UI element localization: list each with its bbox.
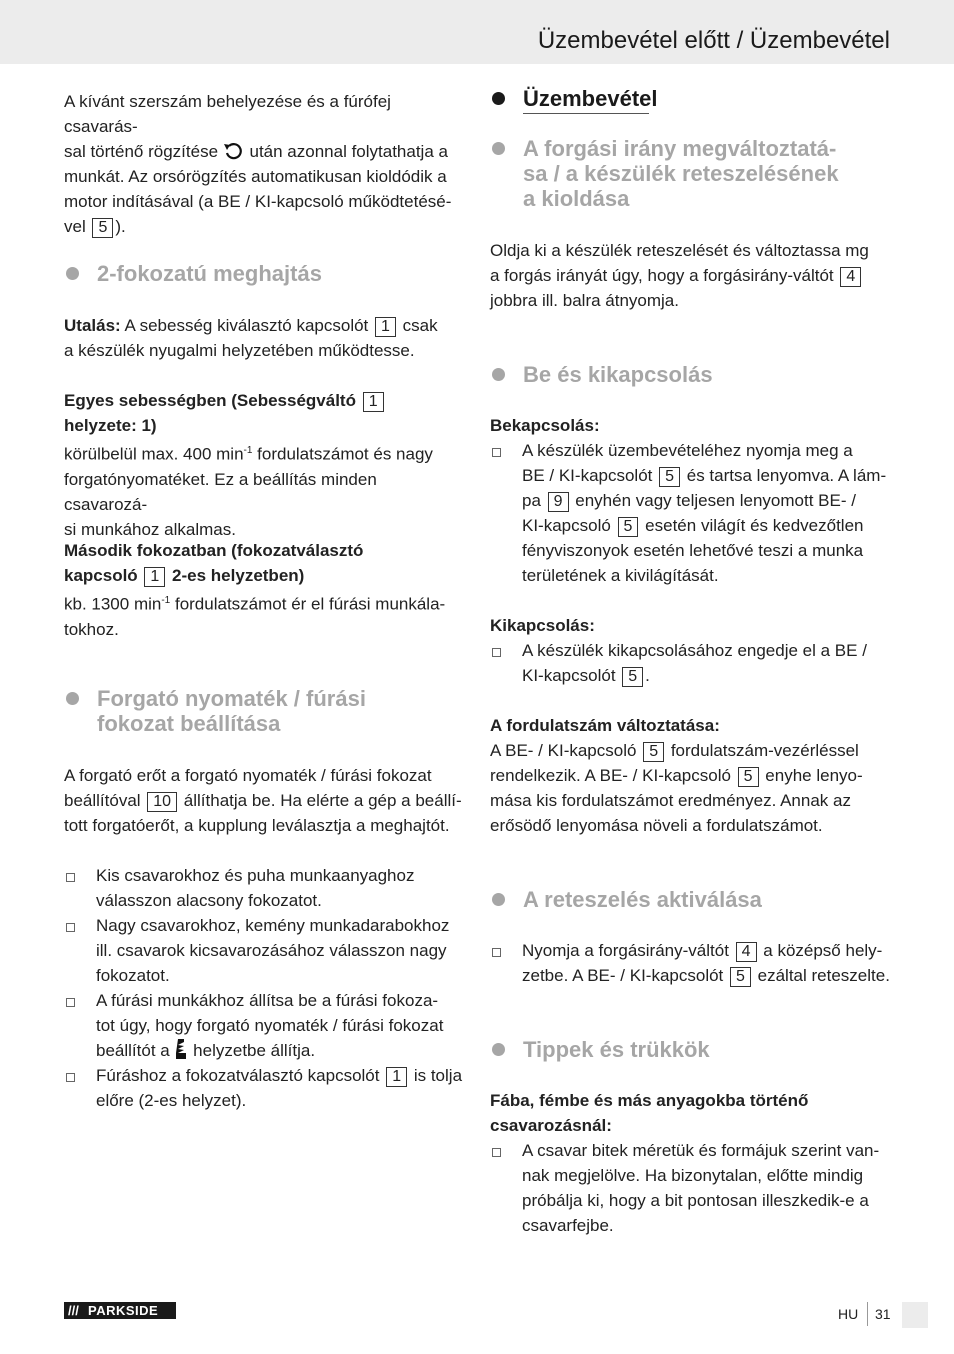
on-section xyxy=(490,413,890,588)
logo-stripes: /// xyxy=(68,1303,79,1318)
text: fordulatszámot ér el fúrási munkála- xyxy=(170,594,446,614)
text: nak megjelölve. Ha bizonytalan, előtte mindig xyxy=(522,1166,864,1185)
intro-paragraph xyxy=(64,89,464,239)
list-item xyxy=(64,863,464,913)
heading-drive: 2-fokozatú meghajtás xyxy=(64,261,464,286)
part-number: 1 xyxy=(375,317,396,337)
subheading: helyzete: 1) xyxy=(64,416,157,435)
text: Fúráshoz a fokozatválasztó kapcsolót xyxy=(96,1066,385,1085)
heading-lock: A reteszelés aktiválása xyxy=(490,887,890,912)
subheading: Kikapcsolás: xyxy=(490,616,595,635)
superscript: -1 xyxy=(161,595,171,606)
text: próbálja ki, hogy a bit pontosan illeszkedik-e a xyxy=(522,1191,869,1210)
part-number: 4 xyxy=(840,267,861,287)
text: fordulatszámot és nagy xyxy=(252,444,433,464)
text: fényviszonyok esetén lehetővé teszi a munka xyxy=(522,541,864,560)
part-number: 5 xyxy=(92,218,113,238)
speed1-section xyxy=(64,388,464,542)
page-title: Üzembevétel előtt / Üzembevétel xyxy=(537,27,890,54)
footer-tab xyxy=(902,1302,928,1328)
text-line: jobbra ill. balra átnyomja. xyxy=(490,291,679,310)
part-number: 1 xyxy=(144,567,165,587)
heading-torque xyxy=(64,686,464,736)
list-item xyxy=(490,638,890,688)
text: kapcsoló xyxy=(64,566,143,585)
text-line xyxy=(64,313,464,338)
section-heading xyxy=(64,686,464,736)
text-line xyxy=(64,788,464,813)
text: A fúrási munkákhoz állítsa be a fúrási fokoza- xyxy=(96,991,439,1010)
text-line: tott forgatóerőt, a kupplung leválasztja a meghajtót. xyxy=(64,816,450,835)
text-line xyxy=(64,139,464,164)
text: A készülék üzembevételéhez nyomja meg a xyxy=(522,441,853,460)
tips-section xyxy=(490,1088,890,1238)
text: Nyomja a forgásirány-váltót xyxy=(522,941,734,960)
text: rendelkezik. A BE- / KI-kapcsoló xyxy=(490,766,736,785)
list-item xyxy=(490,1138,890,1238)
text: BE / KI-kapcsolót xyxy=(522,466,658,485)
part-number: 9 xyxy=(548,492,569,512)
part-number: 5 xyxy=(659,467,680,487)
text-line xyxy=(64,214,464,239)
text-line xyxy=(490,738,890,763)
text-line: forgatónyomatéket. Ez a beállítás minden csavarozá- xyxy=(64,469,377,514)
main-heading-block xyxy=(490,86,890,111)
text-line: Oldja ki a készülék reteszelését és változtassa mg xyxy=(490,241,869,260)
text: csak xyxy=(397,316,438,335)
subheading: A fordulatszám változtatása: xyxy=(490,716,720,735)
text-line: A kívánt szerszám behelyezése és a fúrófej csavarás- xyxy=(64,92,391,136)
text: állíthatja be. Ha elérte a gép a beállí- xyxy=(179,791,462,810)
text: Nagy csavarokhoz, kemény munkadarabokhoz xyxy=(96,916,450,935)
torque-paragraph xyxy=(64,763,464,838)
text: a középső hely- xyxy=(758,941,883,960)
subheading: Fába, fémbe és más anyagokba történő xyxy=(490,1091,809,1110)
text: előre (2-es helyzet). xyxy=(96,1091,247,1110)
text-line xyxy=(490,763,890,788)
part-number: 1 xyxy=(363,392,384,412)
subheading xyxy=(64,388,464,413)
text-line xyxy=(64,438,464,467)
text-line xyxy=(64,588,464,617)
text: területének a kivilágítását. xyxy=(522,566,719,585)
section-heading xyxy=(490,136,890,211)
text: A BE- / KI-kapcsoló xyxy=(490,741,642,760)
page-header xyxy=(0,0,954,64)
text: A forgási irány megváltoztatá- xyxy=(523,136,837,161)
text: beállítót a xyxy=(96,1041,175,1060)
text: ezáltal reteszelte. xyxy=(752,966,890,985)
text: enyhén vagy teljesen lenyomott BE- / xyxy=(570,491,856,510)
list-item xyxy=(64,988,464,1063)
subheading: Második fokozatban (fokozatválasztó xyxy=(64,541,364,560)
text: csavarfejbe. xyxy=(522,1216,614,1235)
text: kb. 1300 min xyxy=(64,594,162,614)
text: is tolja xyxy=(409,1066,463,1085)
text-line: mása kis fordulatszámot eredményez. Annak az xyxy=(490,791,851,810)
text: tot úgy, hogy forgató nyomaték / fúrási fokozat xyxy=(96,1016,444,1035)
text: KI-kapcsoló xyxy=(522,516,616,535)
drill-bit-icon xyxy=(174,1039,188,1059)
language-code: HU xyxy=(838,1306,859,1322)
text: fokozatot. xyxy=(96,966,170,985)
section-heading xyxy=(490,1037,890,1062)
speed2-section xyxy=(64,538,464,642)
note-label: Utalás: xyxy=(64,316,121,335)
text-line: A forgató erőt a forgató nyomaték / fúrási fokozat xyxy=(64,766,432,785)
part-number: 5 xyxy=(643,742,664,762)
main-heading: Üzembevétel xyxy=(490,86,890,111)
text: a kioldása xyxy=(523,186,630,211)
subheading: Bekapcsolás: xyxy=(490,416,600,435)
text-line: motor indításával (a BE / KI-kapcsoló működtetésé- xyxy=(64,192,452,211)
text: pa xyxy=(522,491,546,510)
section-heading xyxy=(490,362,890,387)
speed-section xyxy=(490,713,890,838)
page-number: 31 xyxy=(875,1306,891,1322)
subheading: csavarozásnál: xyxy=(490,1116,612,1135)
text: a forgás irányát úgy, hogy a forgásirány-váltót xyxy=(490,266,839,285)
heading-underline xyxy=(523,113,649,114)
footer-divider xyxy=(867,1302,868,1326)
text: . xyxy=(645,666,650,685)
rotation-icon xyxy=(223,142,245,160)
text: Forgató nyomaték / fúrási xyxy=(97,686,366,711)
text: sal történő rögzítése xyxy=(64,142,223,161)
text: KI-kapcsolót xyxy=(522,666,621,685)
text: beállítóval xyxy=(64,791,146,810)
part-number: 5 xyxy=(738,767,759,787)
note-paragraph xyxy=(64,313,464,363)
section-heading xyxy=(490,887,890,912)
text: Egyes sebességben (Sebességváltó xyxy=(64,391,361,410)
text: sa / a készülék reteszelésének xyxy=(523,161,839,186)
text: fokozat beállítása xyxy=(97,711,281,736)
part-number: 5 xyxy=(730,967,751,987)
torque-list xyxy=(64,863,464,1113)
off-section xyxy=(490,613,890,688)
part-number: 4 xyxy=(736,942,757,962)
parkside-logo xyxy=(64,1302,176,1319)
list-item xyxy=(64,913,464,988)
part-number: 10 xyxy=(147,792,177,812)
text: A készülék kikapcsolásához engedje el a BE / xyxy=(522,641,867,660)
text-line: tokhoz. xyxy=(64,619,119,639)
text: esetén világít és kedvezőtlen xyxy=(640,516,864,535)
text-line: munkát. Az orsórögzítés automatikusan kioldódik a xyxy=(64,167,447,186)
list-item xyxy=(490,438,890,588)
text: A sebesség kiválasztó kapcsolót xyxy=(120,316,373,335)
text: ill. csavarok kicsavarozásához válasszon nagy xyxy=(96,941,447,960)
text: válasszon alacsony fokozatot. xyxy=(96,891,322,910)
part-number: 1 xyxy=(386,1067,407,1087)
text: A csavar bitek méretük és formájuk szerint van- xyxy=(522,1141,880,1160)
text: után azonnal folytathatja a xyxy=(244,142,448,161)
text-line: erősödő lenyomása növeli a fordulatszámot. xyxy=(490,816,823,835)
section-heading xyxy=(64,261,464,286)
part-number: 5 xyxy=(622,667,643,687)
text: fordulatszám-vezérléssel xyxy=(666,741,859,760)
subheading xyxy=(64,563,464,588)
list-item xyxy=(64,1063,464,1113)
direction-paragraph xyxy=(490,238,890,313)
text: zetbe. A BE- / KI-kapcsolót xyxy=(522,966,728,985)
text: körülbelül max. 400 min xyxy=(64,444,244,464)
text: Kis csavarokhoz és puha munkaanyaghoz xyxy=(96,866,415,885)
part-number: 5 xyxy=(618,517,639,537)
heading-direction xyxy=(490,136,890,211)
text: ). xyxy=(115,217,126,236)
text: vel xyxy=(64,217,91,236)
heading-tips: Tippek és trükkök xyxy=(490,1037,890,1062)
text: helyzetbe állítja. xyxy=(188,1041,316,1060)
text: és tartsa lenyomva. A lám- xyxy=(682,466,887,485)
text: enyhe lenyo- xyxy=(760,766,863,785)
heading-onoff: Be és kikapcsolás xyxy=(490,362,890,387)
logo-text: PARKSIDE xyxy=(88,1303,159,1318)
superscript: -1 xyxy=(243,445,253,456)
list-item xyxy=(490,938,890,988)
text: 2-es helyzetben) xyxy=(167,566,305,585)
lock-list xyxy=(490,938,890,988)
text-line: si munkához alkalmas. xyxy=(64,519,236,539)
text-line xyxy=(490,263,890,288)
text-line: a készülék nyugalmi helyzetében működtesse. xyxy=(64,341,415,360)
